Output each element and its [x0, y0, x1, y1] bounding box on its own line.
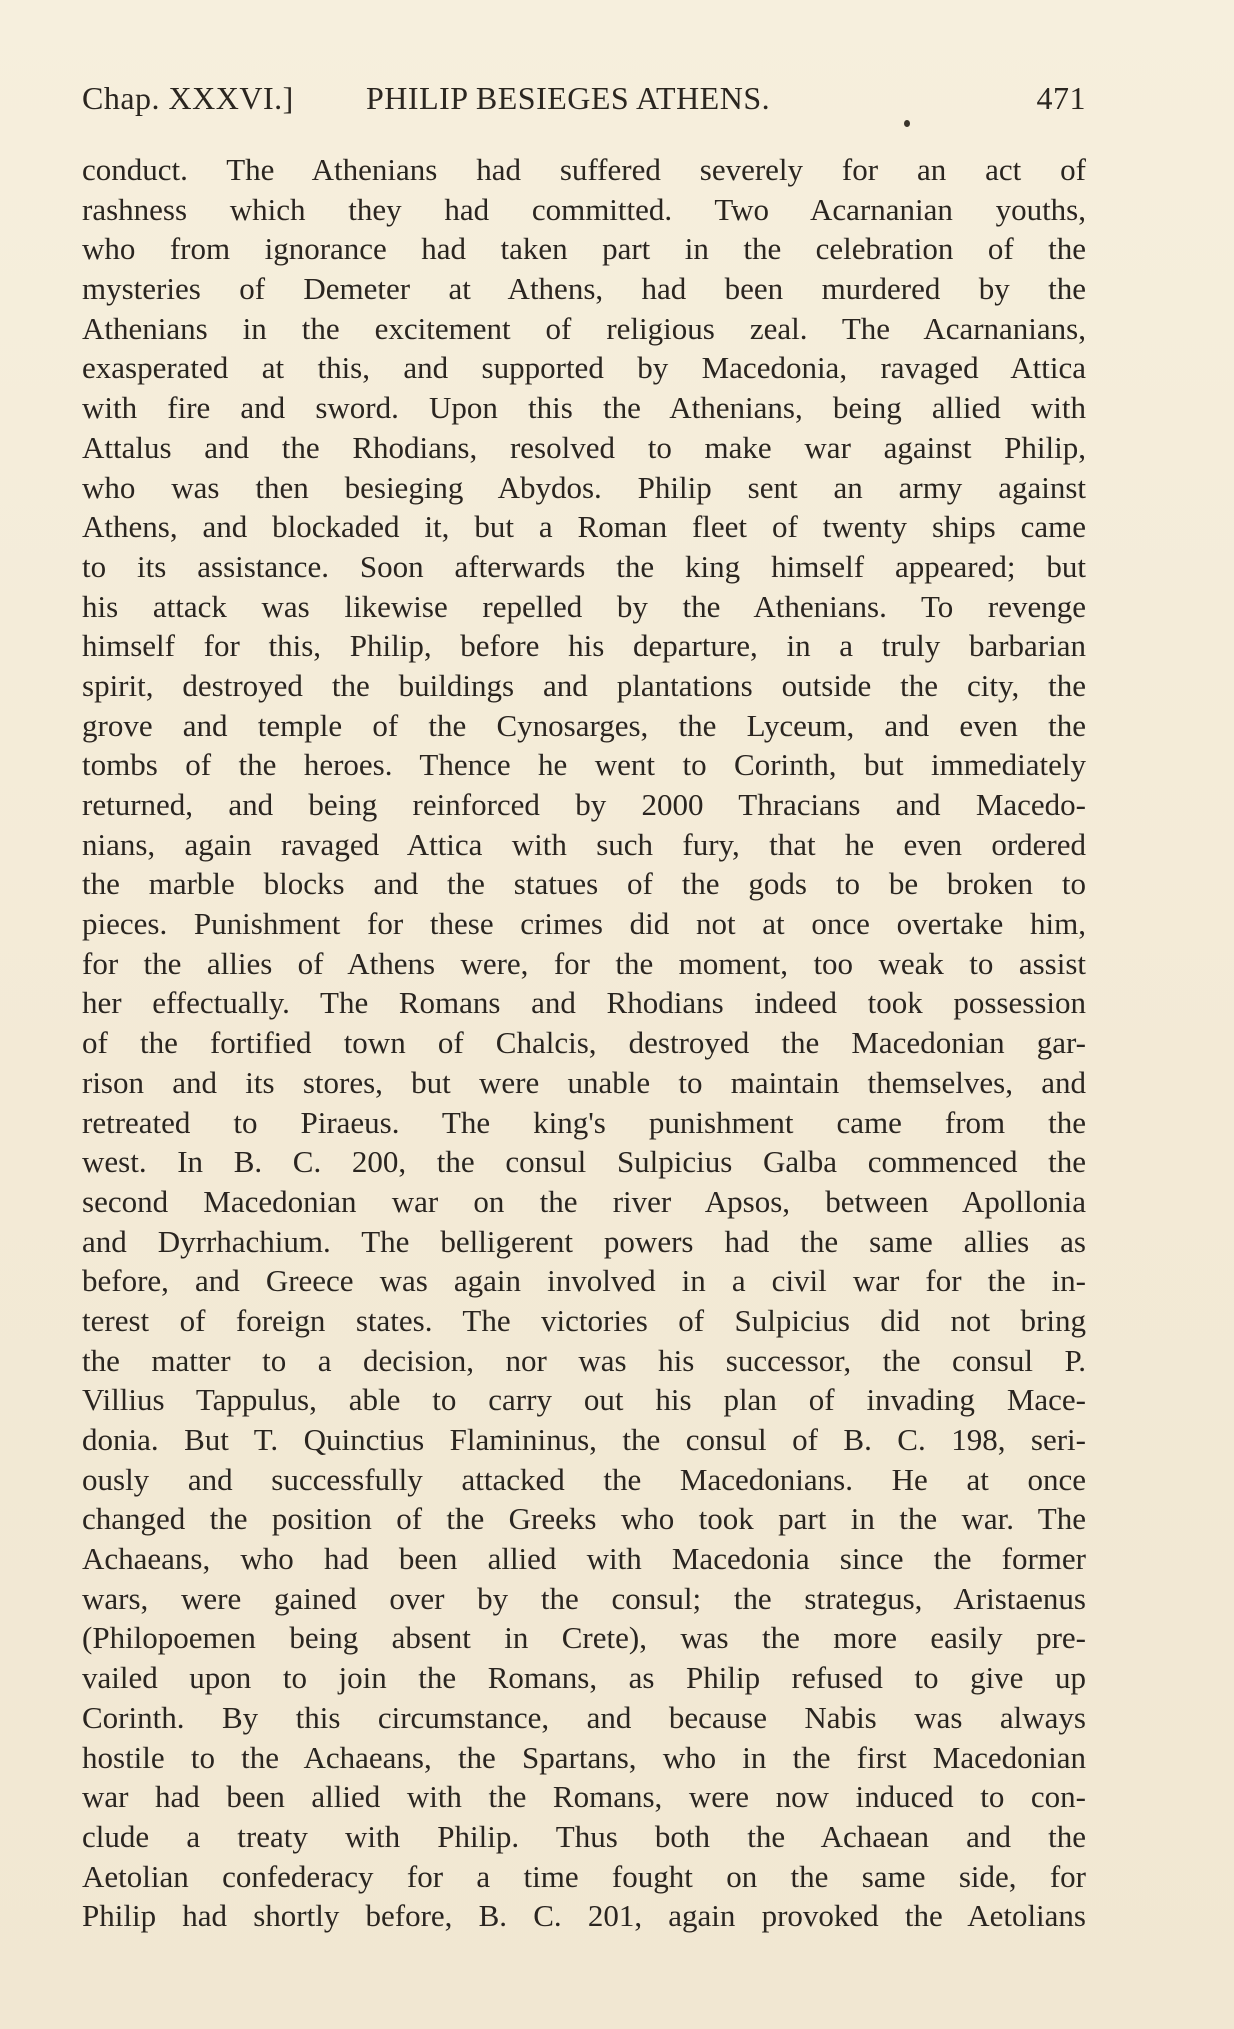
text-line: wars, were gained over by the consul; the strategus, Aristaenus [82, 1580, 1086, 1616]
running-head [82, 80, 1086, 128]
chapter-label: Chap. XXXVI.] [82, 80, 294, 116]
text-line: for the allies of Athens were, for the moment, too weak to assist [82, 945, 1086, 981]
text-line: (Philopoemen being absent in Crete), was the more easily pre- [82, 1620, 1086, 1656]
text-line: Aetolian confederacy for a time fought on the same side, for [82, 1858, 1086, 1894]
text-line: his attack was likewise repelled by the Athenians. To revenge [82, 588, 1086, 624]
page-number: 471 [1036, 80, 1086, 116]
text-line: hostile to the Achaeans, the Spartans, who in the first Macedonian [82, 1739, 1086, 1775]
text-line: the marble blocks and the statues of the gods to be broken to [82, 866, 1086, 902]
text-line: her effectually. The Romans and Rhodians indeed took possession [82, 985, 1086, 1021]
text-line: pieces. Punishment for these crimes did not at once overtake him, [82, 906, 1086, 942]
text-line: war had been allied with the Romans, were now induced to con- [82, 1779, 1086, 1815]
text-line: Attalus and the Rhodians, resolved to make war against Philip, [82, 429, 1086, 465]
text-line: Philip had shortly before, B. C. 201, again provoked the Aetolians [82, 1898, 1086, 1934]
text-line: before, and Greece was again involved in a civil war for the in- [82, 1263, 1086, 1299]
text-line: Corinth. By this circumstance, and because Nabis was always [82, 1699, 1086, 1735]
text-line: who from ignorance had taken part in the celebration of the [82, 231, 1086, 267]
ink-speck [904, 120, 910, 127]
text-line: Athens, and blockaded it, but a Roman fleet of twenty ships came [82, 509, 1086, 545]
text-line: clude a treaty with Philip. Thus both the Achaean and the [82, 1818, 1086, 1854]
text-line: vailed upon to join the Romans, as Philip refused to give up [82, 1660, 1086, 1696]
text-line: changed the position of the Greeks who took part in the war. The [82, 1501, 1086, 1537]
text-line: and Dyrrhachium. The belligerent powers had the same allies as [82, 1223, 1086, 1259]
text-line: of the fortified town of Chalcis, destroyed the Macedonian gar- [82, 1025, 1086, 1061]
text-line: donia. But T. Quinctius Flamininus, the consul of B. C. 198, seri- [82, 1422, 1086, 1457]
text-line: terest of foreign states. The victories of Sulpicius did not bring [82, 1302, 1086, 1338]
text-line: west. In B. C. 200, the consul Sulpicius Galba commenced the [82, 1144, 1086, 1180]
text-line: rashness which they had committed. Two Acarnanian youths, [82, 191, 1086, 227]
page-title: PHILIP BESIEGES ATHENS. [366, 80, 771, 116]
text-line: conduct. The Athenians had suffered severely for an act of [82, 152, 1086, 187]
text-line: rison and its stores, but were unable to maintain themselves, and [82, 1064, 1086, 1100]
text-line: the matter to a decision, nor was his successor, the consul P. [82, 1342, 1086, 1378]
text-line: second Macedonian war on the river Apsos, between Apollonia [82, 1183, 1086, 1219]
text-line: Athenians in the excitement of religious zeal. The Acarnanians, [82, 310, 1086, 346]
text-line: who was then besieging Abydos. Philip sent an army against [82, 469, 1086, 505]
text-line: exasperated at this, and supported by Macedonia, ravaged Attica [82, 350, 1086, 386]
text-line: nians, again ravaged Attica with such fury, that he even ordered [82, 826, 1086, 862]
text-line: grove and temple of the Cynosarges, the Lyceum, and even the [82, 707, 1086, 743]
text-line: spirit, destroyed the buildings and plantations outside the city, the [82, 667, 1086, 703]
text-line: Achaeans, who had been allied with Macedonia since the former [82, 1541, 1086, 1577]
text-line: himself for this, Philip, before his departure, in a truly barbarian [82, 628, 1086, 664]
text-line: mysteries of Demeter at Athens, had been murdered by the [82, 271, 1086, 307]
text-line: returned, and being reinforced by 2000 Thracians and Macedo- [82, 787, 1086, 822]
text-line: with fire and sword. Upon this the Athenians, being allied with [82, 390, 1086, 426]
text-line: retreated to Piraeus. The king's punishment came from the [82, 1104, 1086, 1140]
text-line: to its assistance. Soon afterwards the king himself appeared; but [82, 548, 1086, 584]
body-text [82, 150, 1086, 1936]
text-line: ously and successfully attacked the Macedonians. He at once [82, 1461, 1086, 1497]
text-line: Villius Tappulus, able to carry out his plan of invading Mace- [82, 1382, 1086, 1418]
text-line: tombs of the heroes. Thence he went to Corinth, but immediately [82, 747, 1086, 783]
